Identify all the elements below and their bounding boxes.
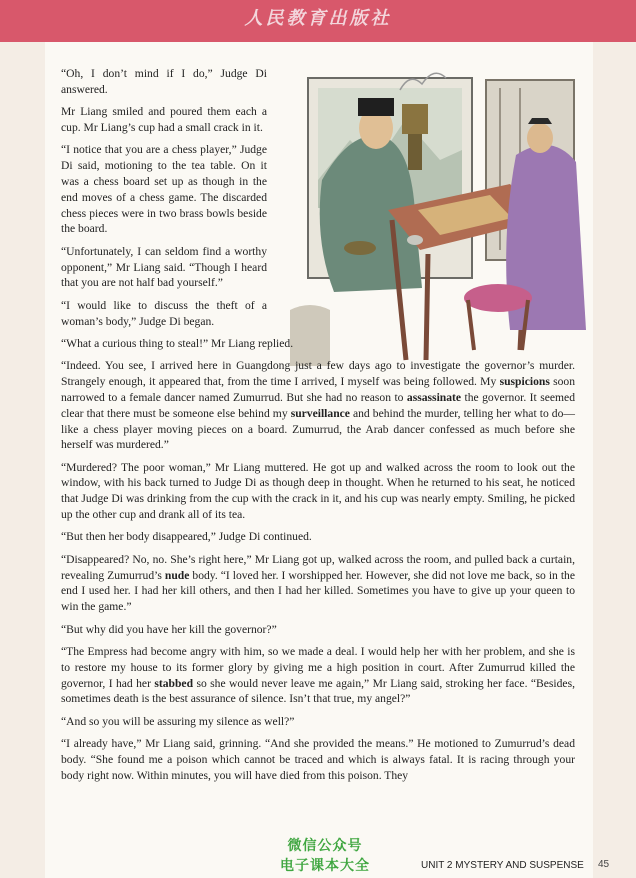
paragraph: “Indeed. You see, I arrived here in Guangdong just a few days ago to investigate the governor’s murder. Strangely enough, it appeared that, from the time I arrived, I myself was being followed. My suspicions soon narrowed to a female dancer named Zumurrud. But she had no reason to assassinate the governor. It seemed clear that there must be someone else behind my surveillance and behind the murder, telling her what to do—like a chess player moving pieces on a board. Zumurrud, the Arab dancer confessed as much before she herself was murdered.” (61, 359, 575, 452)
vocab-word: surveillance (290, 406, 350, 420)
paragraph: “Murdered? The poor woman,” Mr Liang muttered. He got up and walked across the room to look out the window, with his back turned to Judge Di as though deep in thought. When he returned to his seat, he noticed that Judge Di was drinking from the cup with the crack in it, and his cup was nearly empty. Smiling, he picked up the other cup and drank all of its tea. (61, 460, 575, 522)
paragraph: “I already have,” Mr Liang said, grinning. “And she provided the means.” He motioned to Zumurrud’s dead body. “She found me a poison which cannot be traced and which is always fatal. It is racing through your body right now. Within minutes, you will have died from this poison. They (61, 737, 575, 782)
paragraph: Mr Liang smiled and poured them each a cup. Mr Liang’s cup had a small crack in it. (61, 105, 267, 134)
paragraph: “But why did you have her kill the governor?” (61, 622, 277, 636)
watermark-line-2: 电子课本大全 (280, 858, 370, 874)
paragraph: “I would like to discuss the theft of a woman’s body,” Judge Di began. (61, 298, 267, 328)
paragraph: “Oh, I don’t mind if I do,” Judge Di answered. (61, 67, 267, 96)
vocab-word: nude (164, 568, 190, 582)
vocab-word: suspicions (499, 375, 550, 389)
paragraph: “The Empress had become angry with him, so we made a deal. I would help her with her problem, and she is to restore my house to its former glory by giving me a high position in court. After Zumurrud killed the governor, I had her stabbed so she would never leave me again,” Mr Liang said, stroking her face. “Besides, sometimes death is the best assurance of silence. Isn’t that true, my angel?” (61, 645, 575, 706)
page-number: 45 (598, 859, 610, 870)
header-bar (0, 0, 636, 42)
paragraph: “Disappeared? No, no. She’s right here,” Mr Liang got up, walked across the room, and pulled back a curtain, revealing Zumurrud’s nude body. “I loved her. I worshipped her. However, she did not love me back, so in the end I used her. I had her kill others, and then I had her killed. Sometimes you have to give up your queen to win the game.” (61, 552, 575, 614)
vocab-word: stabbed (154, 676, 194, 690)
paragraph: “And so you will be assuring my silence as well?” (61, 714, 295, 728)
unit-footer: UNIT 2 MYSTERY AND SUSPENSE (421, 860, 584, 871)
publisher-logo: 人民教育出版社 (244, 8, 392, 29)
paragraph: “I notice that you are a chess player,” Judge Di said, motioning to the tea table. On it was a chess board set up as though in the end moves of a chess game. The discarded chess pieces were in two brass bowls beside the board. (61, 143, 267, 236)
paragraph: “Unfortunately, I can seldom find a worthy opponent,” Mr Liang said. “Though I heard that you are not half bad yourself.” (61, 244, 267, 290)
watermark-line-1: 微信公众号 (287, 838, 363, 854)
paragraph: “But then her body disappeared,” Judge Di continued. (61, 530, 312, 544)
story-text (61, 66, 575, 790)
paragraph: “What a curious thing to steal!” Mr Liang replied. (61, 336, 294, 350)
vocab-word: assassinate (406, 390, 462, 404)
